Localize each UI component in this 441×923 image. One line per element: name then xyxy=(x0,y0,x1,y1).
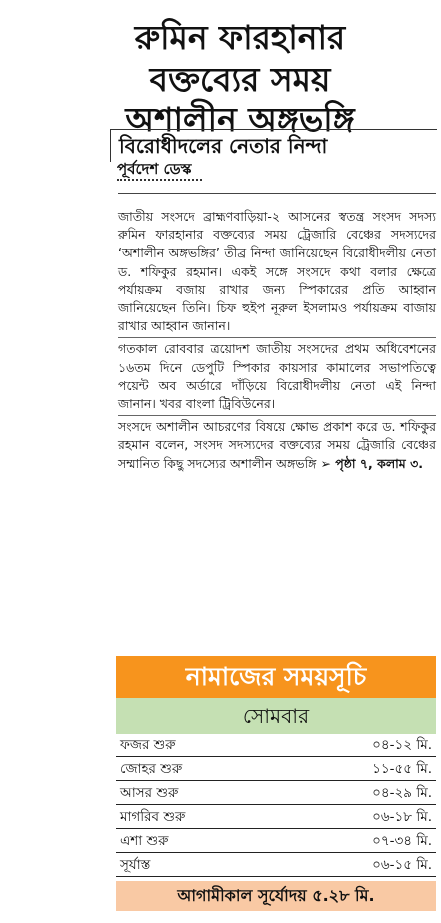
prayer-name: আসর শুরু xyxy=(120,785,179,801)
prayer-name: ফজর শুরু xyxy=(120,737,176,753)
sunrise-note: আগামীকাল সূর্যোদয় ৫.২৮ মি. xyxy=(116,881,436,911)
prayer-row xyxy=(116,830,436,853)
prayer-name: সূর্যাস্ত xyxy=(120,857,151,873)
continuation-reference: ➢ পৃষ্ঠা ৭, কলাম ৩. xyxy=(320,455,423,471)
subheadline: বিরোধীদলের নেতার নিন্দা xyxy=(110,129,437,162)
prayer-name: এশা শুরু xyxy=(120,833,169,849)
paragraph-3-text: সংসদে অশালীন আচরণের বিষয়ে ক্ষোভ প্রকাশ করে ড. শফিকুর রহমান বলেন, সংসদ সদস্যদের বক্তব্যের সময় ট্রেজারি বেঞ্চের সম্মানিত কিছু সদস্যের অশালীন অঙ্গভঙ্গি xyxy=(118,419,436,471)
prayer-time: ০৪-২৯ মি. xyxy=(372,785,432,801)
prayer-schedule-title: নামাজের সময়সূচি xyxy=(116,656,436,698)
paragraph-1: জাতীয় সংসদে ব্রাহ্মণবাড়িয়া-২ আসনের স্বতন্ত্র সংসদ সদস্য রুমিন ফারহানার বক্তব্যের সময় ট্রেজারি বেঞ্চের সদস্যদের ‘অশালীন অঙ্গভঙ্গির’ তীব্র নিন্দা জানিয়েছেন বিরোধীদলীয় নেতা ড. শফিকুর রহমান। একই সঙ্গে সংসদে কথা বলার ক্ষেত্রে পর্যায়ক্রম বজায় রাখার জন্য স্পিকারের প্রতি আহ্বান জানিয়েছেন তিনি। চিফ হুইপ নূরুল ইসলামও পর্যায়ক্রম বাজায় রাখার আহ্বান জানান। xyxy=(118,209,436,334)
prayer-time: ১১-৫৫ মি. xyxy=(372,761,432,777)
prayer-time: ০৬-১৫ মি. xyxy=(372,857,432,873)
prayer-name: জোহর শুরু xyxy=(120,761,183,777)
body-top-rule xyxy=(118,193,436,194)
prayer-name: মাগরিব শুরু xyxy=(120,809,186,825)
byline-dotted-rule xyxy=(117,179,202,181)
headline-line-1: রুমিন ফারহানার xyxy=(134,18,346,57)
prayer-row xyxy=(116,854,436,877)
prayer-row xyxy=(116,782,436,805)
paragraph-divider xyxy=(118,415,436,416)
prayer-time: ০৬-১৮ মি. xyxy=(372,809,432,825)
paragraph-3 xyxy=(118,418,436,473)
prayer-row xyxy=(116,734,436,757)
prayer-row xyxy=(116,758,436,781)
prayer-day: সোমবার xyxy=(116,698,436,734)
headline-line-2: বক্তব্যের সময় xyxy=(149,60,331,99)
headline-line-3: অশালীন অঙ্গভঙ্গি xyxy=(125,100,355,139)
prayer-time: ০৭-৩৪ মি. xyxy=(372,833,432,849)
prayer-row xyxy=(116,806,436,829)
prayer-time: ০৪-১২ মি. xyxy=(372,737,432,753)
article-body xyxy=(118,208,436,473)
paragraph-2: গতকাল রোববার ত্রয়োদশ জাতীয় সংসদের প্রথম অধিবেশনের ১৬তম দিনে ডেপুটি স্পিকার কায়সার কামালের সভাপতিত্বে পয়েন্ট অব অর্ডারে দাঁড়িয়ে বিরোধীদলীয় নেতা এই নিন্দা জানান। খবর বাংলা ট্রিবিউনের। xyxy=(118,341,436,412)
paragraph-divider xyxy=(118,337,436,338)
desk-byline: পূর্বদেশ ডেস্ক xyxy=(117,160,192,178)
